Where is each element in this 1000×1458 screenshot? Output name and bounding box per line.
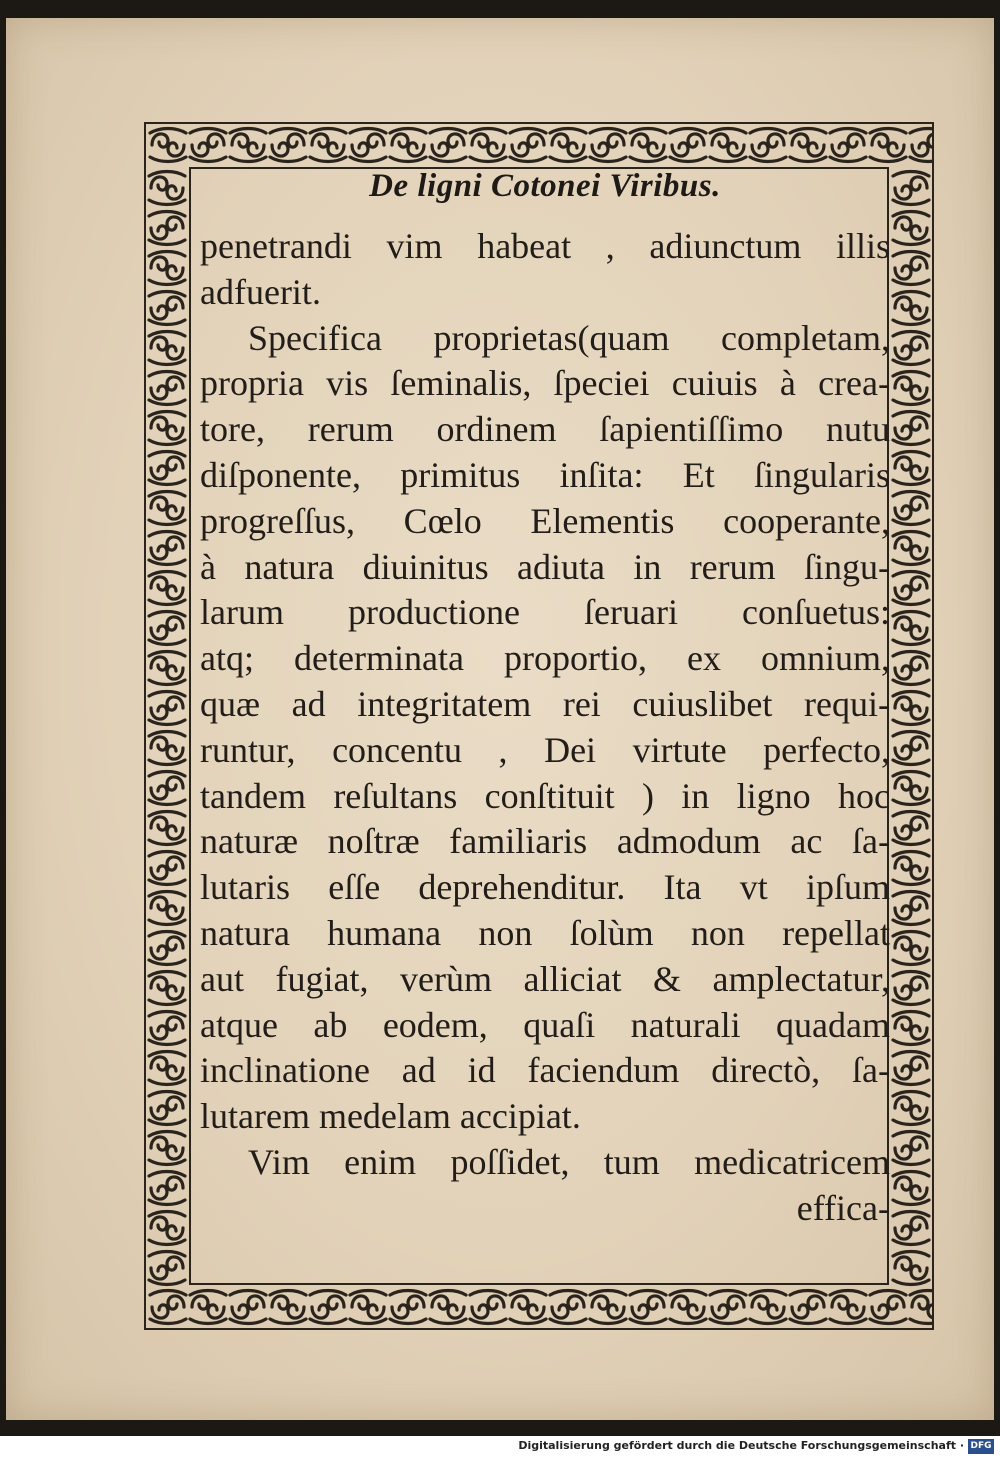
- border-ornament: [390, 1291, 426, 1324]
- text-line: quæ ad integritatem rei cuiuslibet requi-: [200, 683, 890, 724]
- border-ornament: [149, 1212, 185, 1245]
- border-ornament: [149, 972, 185, 1005]
- border-ornament: [910, 129, 934, 162]
- border-ornament: [350, 1291, 386, 1324]
- border-ornament: [270, 129, 306, 162]
- border-ornament: [149, 1092, 185, 1125]
- border-ornament: [790, 129, 826, 162]
- border-ornament: [893, 452, 929, 485]
- border-ornament: [893, 892, 929, 925]
- border-ornament: [149, 212, 185, 245]
- text-line: à natura diuinitus adiuta in rerum ſingu-: [200, 546, 890, 587]
- border-ornament: [750, 129, 786, 162]
- border-ornament: [893, 412, 929, 445]
- border-ornament: [149, 1252, 185, 1285]
- running-head: De ligni Cotonei Viribus.: [369, 168, 721, 204]
- text-line: tandem reſultans conſtituit ) in ligno hoc: [200, 775, 890, 816]
- border-ornament: [893, 292, 929, 325]
- border-ornament: [149, 772, 185, 805]
- border-ornament: [893, 932, 929, 965]
- border-ornament: [470, 129, 506, 162]
- border-ornament: [149, 812, 185, 845]
- text-line: lutaris eſſe deprehenditur. Ita vt ipſum: [200, 867, 890, 908]
- border-ornament: [893, 1212, 929, 1245]
- border-ornament: [670, 129, 706, 162]
- text-line: inclinatione ad id faciendum directò, ſa-: [200, 1050, 890, 1091]
- text-line: lutarem medelam accipiat.: [200, 1096, 581, 1137]
- border-ornament: [390, 129, 426, 162]
- border-ornament: [149, 532, 185, 565]
- border-ornament: [893, 172, 929, 205]
- border-ornament: [430, 1291, 466, 1324]
- border-ornament: [149, 252, 185, 285]
- border-ornament: [310, 1291, 346, 1324]
- text-line: progreſſus, Cœlo Elementis cooperante,: [200, 500, 890, 541]
- border-ornament: [893, 372, 929, 405]
- border-ornament: [149, 692, 185, 725]
- border-ornament: [470, 1291, 506, 1324]
- border-ornament: [149, 1012, 185, 1045]
- border-ornament: [893, 532, 929, 565]
- border-ornament: [150, 1291, 186, 1324]
- border-ornament: [830, 1291, 866, 1324]
- border-ornament: [149, 892, 185, 925]
- border-ornament: [149, 172, 185, 205]
- border-ornament: [893, 1012, 929, 1045]
- border-ornament: [149, 452, 185, 485]
- text-line: atque ab eodem, quaſi naturali quadam: [200, 1004, 890, 1045]
- text-line: propria vis ſeminalis, ſpeciei cuiuis à crea-: [200, 363, 890, 404]
- border-ornament: [230, 1291, 266, 1324]
- text-line: Specifica proprietas(quam completam,: [248, 317, 890, 358]
- border-ornament: [149, 932, 185, 965]
- text-line: larum productione ſeruari conſuetus:: [200, 592, 890, 633]
- border-ornament: [893, 852, 929, 885]
- border-ornament: [893, 772, 929, 805]
- border-ornament: [893, 492, 929, 525]
- border-ornament: [190, 129, 226, 162]
- border-ornament: [750, 1291, 786, 1324]
- border-ornament: [893, 1052, 929, 1085]
- text-line: natura humana non ſolùm non repellat: [200, 912, 890, 953]
- border-ornament: [710, 129, 746, 162]
- footer-credit: Digitalisierung gefördert durch die Deutsche Forschungsgemeinschaft ·: [518, 1439, 964, 1452]
- border-ornament: [893, 612, 929, 645]
- border-ornament: [893, 652, 929, 685]
- border-ornament: [893, 1132, 929, 1165]
- border-ornament: [893, 212, 929, 245]
- border-ornament: [149, 1172, 185, 1205]
- border-ornament: [149, 732, 185, 765]
- border-ornament: [149, 572, 185, 605]
- border-ornament: [590, 129, 626, 162]
- border-ornament: [790, 1291, 826, 1324]
- text-line: aut fugiat, verùm alliciat & amplectatur,: [200, 958, 890, 999]
- border-ornament: [149, 292, 185, 325]
- border-ornament: [149, 852, 185, 885]
- text-line: atq; determinata proportio, ex omnium,: [200, 638, 890, 679]
- border-ornament: [270, 1291, 306, 1324]
- border-ornament: [893, 572, 929, 605]
- border-ornament: [893, 1172, 929, 1205]
- border-ornament: [550, 129, 586, 162]
- border-ornament: [149, 612, 185, 645]
- border-ornament: [510, 129, 546, 162]
- border-ornament: [870, 129, 906, 162]
- border-ornament: [149, 412, 185, 445]
- text-line: runtur, concentu , Dei virtute perfecto,: [200, 729, 890, 770]
- border-ornament: [630, 129, 666, 162]
- dfg-logo: DFG: [968, 1439, 994, 1454]
- border-ornament: [149, 372, 185, 405]
- border-ornament: [893, 732, 929, 765]
- border-ornament: [149, 332, 185, 365]
- border-ornament: [870, 1291, 906, 1324]
- border-ornament: [230, 129, 266, 162]
- border-ornament: [149, 492, 185, 525]
- border-ornament: [893, 972, 929, 1005]
- border-ornament: [710, 1291, 746, 1324]
- border-ornament: [893, 332, 929, 365]
- border-ornament: [510, 1291, 546, 1324]
- text-line: diſponente, primitus inſita: Et ſingularis: [200, 454, 890, 495]
- text-line: tore, rerum ordinem ſapientiſſimo nutu: [200, 409, 890, 450]
- border-ornament: [830, 129, 866, 162]
- border-ornament: [893, 692, 929, 725]
- border-ornament: [310, 129, 346, 162]
- text-line: Vim enim poſſidet, tum medicatricem: [248, 1141, 890, 1182]
- text-line: effica-: [796, 1187, 890, 1228]
- border-ornament: [670, 1291, 706, 1324]
- border-ornament: [150, 129, 186, 162]
- border-ornament: [149, 1052, 185, 1085]
- border-ornament: [430, 129, 466, 162]
- border-ornament: [550, 1291, 586, 1324]
- border-ornament: [893, 252, 929, 285]
- border-ornament: [590, 1291, 626, 1324]
- border-ornament: [630, 1291, 666, 1324]
- border-ornament: [893, 812, 929, 845]
- text-line: penetrandi vim habeat , adiunctum illis: [200, 226, 890, 266]
- border-ornament: [350, 129, 386, 162]
- digitization-footer: [0, 1436, 1000, 1458]
- text-line: naturæ noſtræ familiaris admodum ac ſa-: [200, 821, 890, 862]
- border-ornament: [910, 1291, 934, 1324]
- border-ornament: [149, 652, 185, 685]
- border-ornament: [190, 1291, 226, 1324]
- border-ornament: [893, 1252, 929, 1285]
- border-ornament: [893, 1092, 929, 1125]
- body-text: [200, 224, 890, 1232]
- text-line: adfuerit.: [200, 271, 321, 312]
- border-ornament: [149, 1132, 185, 1165]
